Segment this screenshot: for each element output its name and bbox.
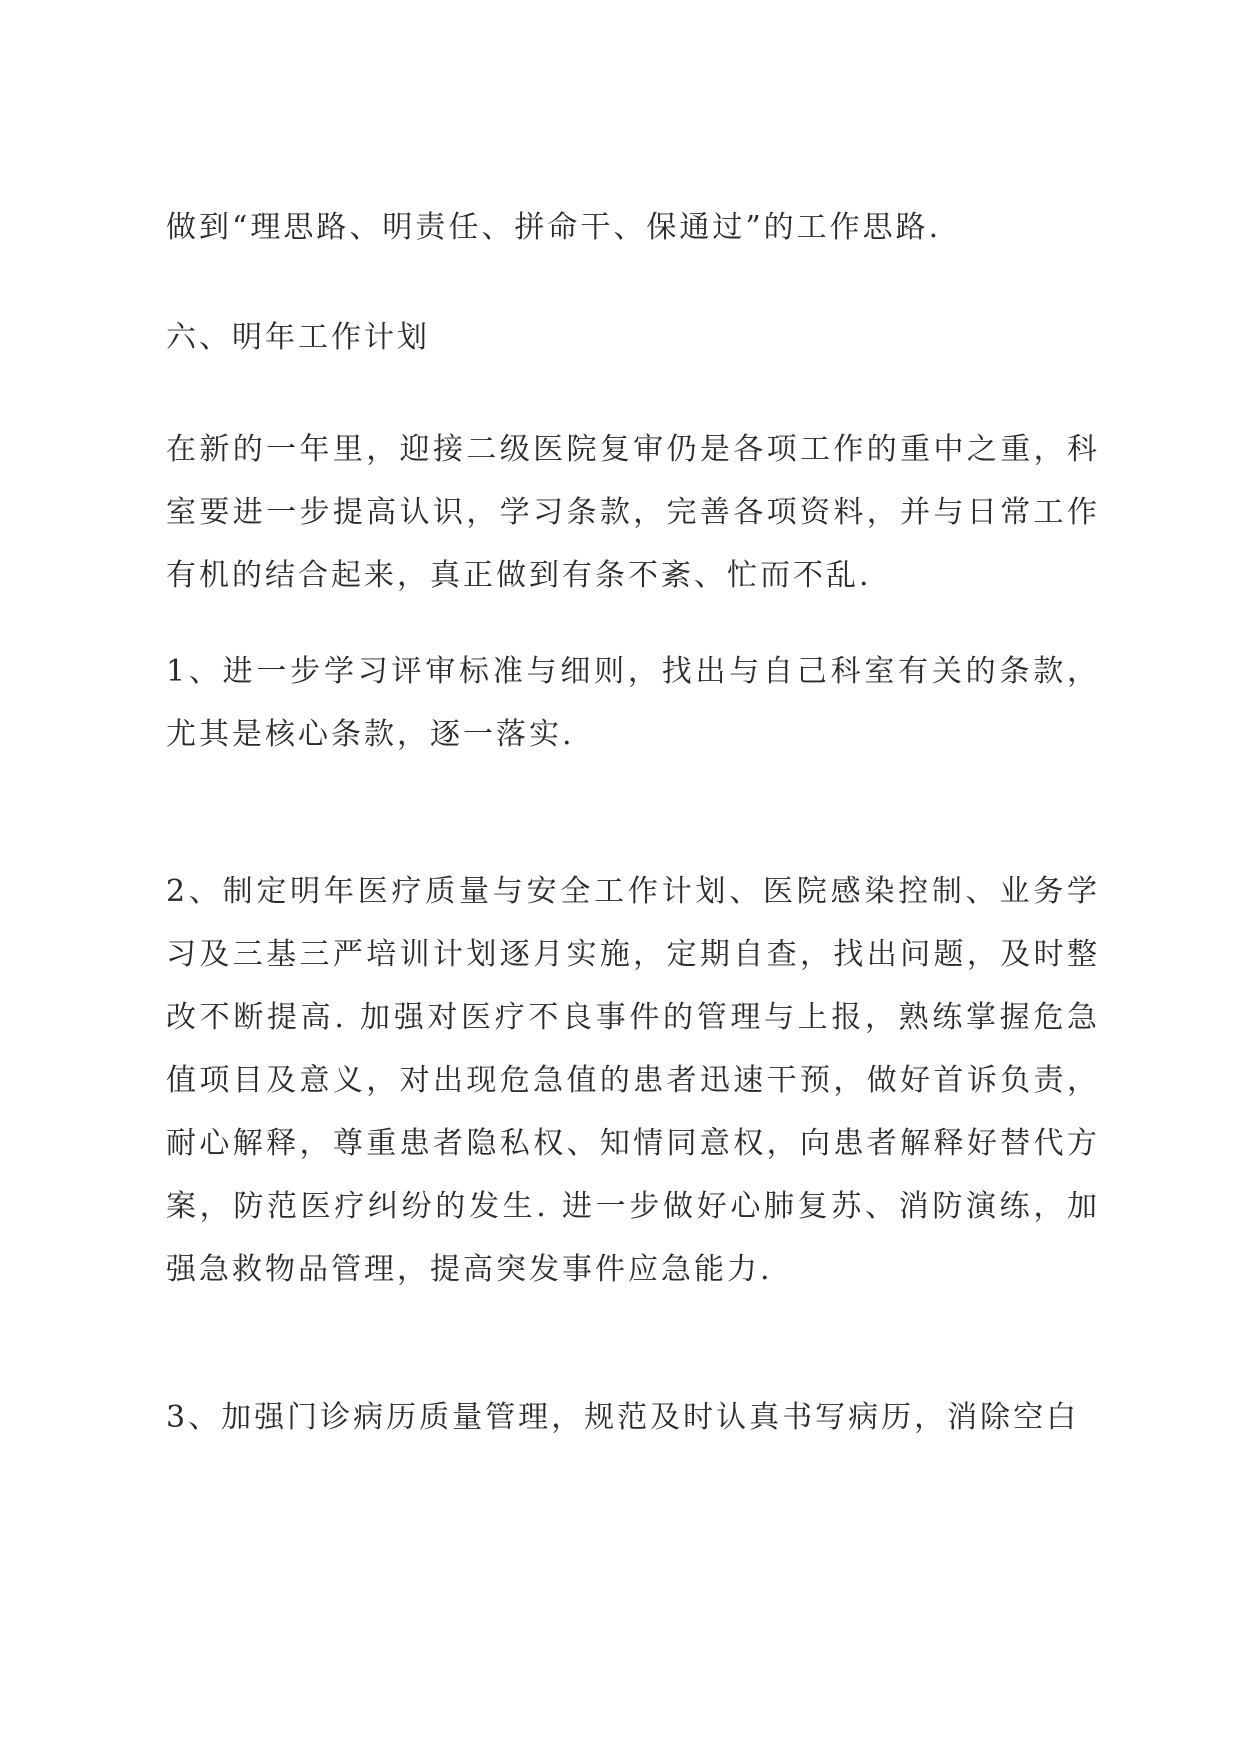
section-heading-next-year-plan: 六、明年工作计划 bbox=[166, 320, 430, 355]
list-item-1: 1、进一步学习评审标准与细则，找出与自己科室有关的条款，尤其是核心条款，逐一落实. bbox=[166, 654, 1100, 752]
list-item-2: 2、制定明年医疗质量与安全工作计划、医院感染控制、业务学习及三基三严培训计划逐月实施，定期自查，找出问题，及时整改不断提高. 加强对医疗不良事件的管理与上报，熟练掌握危急值项目及意义，对出现危急值的患者迅速干预，做好首诉负责，耐心解释，尊重患者隐私权、知情同意权，向患者解释好替代方案，防范医疗纠纷的发生. 进一步做好心肺复苏、消防演练，加强急救物品管理，提高突发事件应急能力. bbox=[166, 874, 1100, 1287]
paragraph-work-approach: 做到“理思路、明责任、拼命干、保通过”的工作思路. bbox=[166, 210, 942, 245]
list-item-3: 3、加强门诊病历质量管理，规范及时认真书写病历，消除空白 bbox=[166, 1400, 1080, 1435]
paragraph-intro-plan: 在新的一年里，迎接二级医院复审仍是各项工作的重中之重，科室要进一步提高认识，学习条款，完善各项资料，并与日常工作有机的结合起来，真正做到有条不紊、忙而不乱. bbox=[166, 432, 1100, 593]
